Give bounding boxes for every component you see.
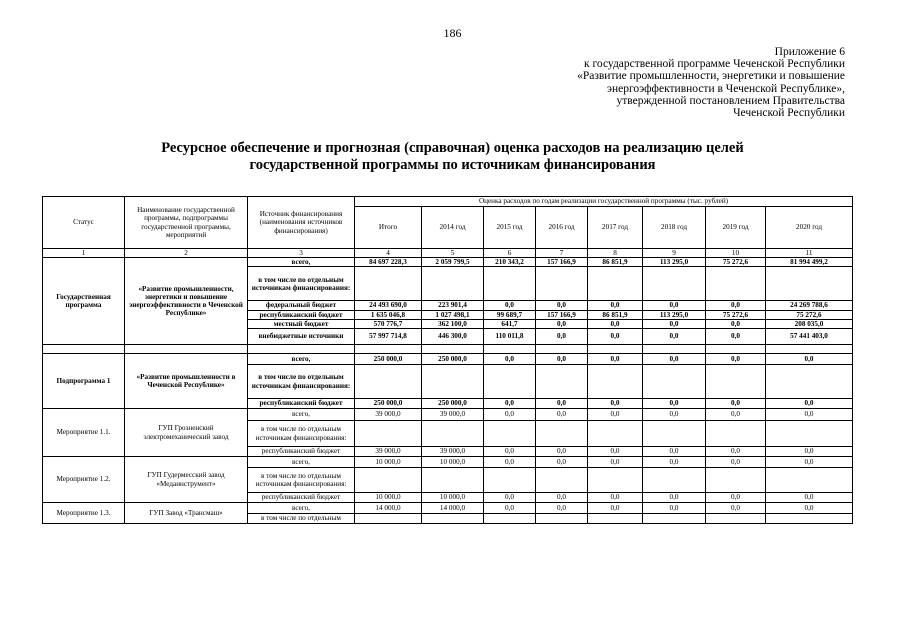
funding-source-cell: всего, [248, 503, 355, 514]
value-cell [706, 514, 766, 524]
value-cell: 157 166,9 [536, 258, 588, 267]
empty-cell [536, 345, 588, 354]
header-status: Статус [43, 197, 125, 249]
value-cell [706, 421, 766, 447]
value-cell: 0,0 [766, 503, 853, 514]
header-year: 2020 год [766, 207, 853, 249]
value-cell [766, 421, 853, 447]
empty-cell [43, 345, 125, 354]
value-cell: 0,0 [536, 447, 588, 457]
appendix-line: энергоэффективности в Чеченской Республике», [607, 82, 845, 95]
value-cell: 110 011,8 [484, 329, 536, 345]
appendix-line: Чеченской Республики [733, 107, 845, 120]
value-cell: 0,0 [643, 329, 706, 345]
value-cell: 0,0 [588, 493, 643, 503]
value-cell [643, 267, 706, 301]
value-cell: 641,7 [484, 319, 536, 328]
value-cell: 0,0 [706, 354, 766, 365]
value-cell: 0,0 [484, 493, 536, 503]
value-cell [536, 514, 588, 524]
value-cell [766, 267, 853, 301]
value-cell: 57 997 714,8 [355, 329, 422, 345]
funding-source-cell: республиканский бюджет [248, 447, 355, 457]
empty-cell [484, 345, 536, 354]
value-cell [643, 468, 706, 493]
value-cell: 24 269 788,6 [766, 301, 853, 310]
value-cell: 0,0 [643, 503, 706, 514]
value-cell: 157 166,9 [536, 310, 588, 319]
value-cell: 0,0 [766, 457, 853, 468]
funding-source-cell: в том числе по отдельным источникам финансирования: [248, 267, 355, 301]
value-cell: 86 851,9 [588, 258, 643, 267]
value-cell: 0,0 [536, 399, 588, 409]
value-cell: 75 272,6 [706, 258, 766, 267]
empty-cell [588, 345, 643, 354]
value-cell [706, 267, 766, 301]
table-row [43, 503, 853, 514]
value-cell [484, 365, 536, 399]
status-cell: Мероприятие 1.2. [43, 457, 125, 503]
value-cell: 0,0 [484, 503, 536, 514]
funding-source-cell: в том числе по отдельным источникам финансирования: [248, 365, 355, 399]
value-cell [643, 365, 706, 399]
value-cell [643, 421, 706, 447]
header-year: 2017 год [588, 207, 643, 249]
spacer-row [43, 345, 853, 354]
budget-table [42, 196, 853, 524]
program-name-cell: ГУП Грозненский электромеханический завод [125, 409, 248, 457]
value-cell: 0,0 [536, 493, 588, 503]
program-name-cell: ГУП Завод «Трансмаш» [125, 503, 248, 524]
value-cell: 223 901,4 [422, 301, 484, 310]
header-name: Наименование государственной программы, подпрограммы государственной программы, мероприятий [125, 197, 248, 249]
value-cell: 0,0 [706, 301, 766, 310]
funding-source-cell: федеральный бюджет [248, 301, 355, 310]
value-cell [536, 365, 588, 399]
value-cell [422, 468, 484, 493]
value-cell: 39 000,0 [355, 447, 422, 457]
appendix-line: Приложение 6 [774, 46, 845, 58]
value-cell: 250 000,0 [355, 354, 422, 365]
appendix-line: утвержденной постановлением Правительства [616, 94, 845, 107]
value-cell: 0,0 [706, 399, 766, 409]
value-cell [355, 514, 422, 524]
value-cell [588, 365, 643, 399]
column-number: 6 [484, 249, 536, 258]
value-cell: 0,0 [766, 354, 853, 365]
value-cell: 0,0 [766, 493, 853, 503]
value-cell: 0,0 [706, 329, 766, 345]
value-cell: 0,0 [484, 457, 536, 468]
value-cell [355, 267, 422, 301]
value-cell: 0,0 [643, 447, 706, 457]
value-cell: 0,0 [643, 399, 706, 409]
table-row [43, 457, 853, 468]
value-cell: 0,0 [588, 503, 643, 514]
value-cell: 0,0 [484, 354, 536, 365]
header-year: 2018 год [643, 207, 706, 249]
value-cell [422, 421, 484, 447]
value-cell: 86 851,9 [588, 310, 643, 319]
value-cell: 0,0 [588, 329, 643, 345]
header-year: 2015 год [484, 207, 536, 249]
value-cell: 0,0 [766, 447, 853, 457]
title-line: государственной программы по источникам финансирования [249, 157, 656, 173]
value-cell: 84 697 228,3 [355, 258, 422, 267]
value-cell [766, 514, 853, 524]
value-cell: 250 000,0 [422, 354, 484, 365]
value-cell: 10 000,0 [422, 493, 484, 503]
column-number: 9 [643, 249, 706, 258]
value-cell: 10 000,0 [355, 457, 422, 468]
value-cell: 0,0 [536, 354, 588, 365]
value-cell: 0,0 [588, 354, 643, 365]
value-cell: 14 000,0 [422, 503, 484, 514]
funding-source-cell: всего, [248, 258, 355, 267]
header-year: Итого [355, 207, 422, 249]
value-cell: 0,0 [536, 409, 588, 421]
status-cell: Государственная программа [43, 258, 125, 345]
table-row [43, 354, 853, 365]
column-number: 5 [422, 249, 484, 258]
value-cell: 0,0 [536, 457, 588, 468]
value-cell: 250 000,0 [422, 399, 484, 409]
value-cell [355, 365, 422, 399]
program-name-cell: «Развитие промышленности в Чеченской Республике» [125, 354, 248, 409]
appendix-line: «Развитие промышленности, энергетики и повышение [577, 70, 845, 83]
column-number: 8 [588, 249, 643, 258]
value-cell: 210 343,2 [484, 258, 536, 267]
header-year: 2014 год [422, 207, 484, 249]
value-cell: 0,0 [588, 409, 643, 421]
value-cell [422, 267, 484, 301]
value-cell: 24 493 690,0 [355, 301, 422, 310]
value-cell: 0,0 [588, 447, 643, 457]
value-cell: 0,0 [706, 409, 766, 421]
value-cell: 0,0 [706, 457, 766, 468]
value-cell: 0,0 [766, 409, 853, 421]
funding-source-cell: всего, [248, 354, 355, 365]
funding-source-cell: в том числе по отдельным источникам финансирования: [248, 468, 355, 493]
column-number: 7 [536, 249, 588, 258]
program-name-cell: ГУП Гудермесский завод «Медаинструмент» [125, 457, 248, 503]
value-cell: 75 272,6 [706, 310, 766, 319]
value-cell: 446 300,0 [422, 329, 484, 345]
empty-cell [125, 345, 248, 354]
value-cell [706, 468, 766, 493]
value-cell: 0,0 [706, 319, 766, 328]
empty-cell [706, 345, 766, 354]
funding-source-cell: внебюджетные источники [248, 329, 355, 345]
value-cell: 0,0 [643, 354, 706, 365]
value-cell: 0,0 [588, 457, 643, 468]
appendix-note [505, 46, 845, 119]
column-number: 2 [125, 249, 248, 258]
value-cell: 0,0 [484, 399, 536, 409]
funding-source-cell: республиканский бюджет [248, 399, 355, 409]
value-cell: 39 000,0 [422, 409, 484, 421]
value-cell: 39 000,0 [422, 447, 484, 457]
value-cell: 113 295,0 [643, 310, 706, 319]
value-cell [422, 514, 484, 524]
value-cell [588, 267, 643, 301]
value-cell: 99 689,7 [484, 310, 536, 319]
value-cell [355, 421, 422, 447]
funding-source-cell: в том числе по отдельным источникам финансирования: [248, 421, 355, 447]
value-cell [536, 421, 588, 447]
status-cell: Мероприятие 1.1. [43, 409, 125, 457]
value-cell [536, 267, 588, 301]
status-cell: Подпрограмма 1 [43, 354, 125, 409]
value-cell: 0,0 [706, 447, 766, 457]
value-cell [484, 514, 536, 524]
value-cell: 1 635 046,8 [355, 310, 422, 319]
value-cell [422, 365, 484, 399]
value-cell: 0,0 [588, 399, 643, 409]
value-cell: 10 000,0 [355, 493, 422, 503]
value-cell: 14 000,0 [355, 503, 422, 514]
value-cell: 0,0 [766, 399, 853, 409]
page-number: 186 [443, 26, 462, 40]
value-cell: 0,0 [643, 457, 706, 468]
funding-source-cell: республиканский бюджет [248, 493, 355, 503]
funding-source-cell: всего, [248, 457, 355, 468]
value-cell: 0,0 [643, 301, 706, 310]
value-cell: 0,0 [643, 319, 706, 328]
document-title [60, 140, 845, 174]
empty-cell [248, 345, 355, 354]
value-cell: 1 027 498,1 [422, 310, 484, 319]
budget-table-body [43, 258, 853, 524]
value-cell: 0,0 [484, 301, 536, 310]
funding-source-cell: республиканский бюджет [248, 310, 355, 319]
header-year: 2016 год [536, 207, 588, 249]
header-estimate: Оценка расходов по годам реализации государственной программы (тыс. рублей) [355, 197, 853, 207]
value-cell: 0,0 [588, 319, 643, 328]
value-cell: 75 272,6 [766, 310, 853, 319]
value-cell: 81 994 499,2 [766, 258, 853, 267]
value-cell: 362 100,0 [422, 319, 484, 328]
column-number: 10 [706, 249, 766, 258]
funding-source-cell: местный бюджет [248, 319, 355, 328]
table-row [43, 258, 853, 267]
value-cell [536, 468, 588, 493]
column-number: 11 [766, 249, 853, 258]
value-cell [588, 421, 643, 447]
value-cell: 0,0 [536, 329, 588, 345]
value-cell [588, 468, 643, 493]
column-number: 3 [248, 249, 355, 258]
value-cell [766, 365, 853, 399]
value-cell [484, 267, 536, 301]
value-cell: 57 441 403,0 [766, 329, 853, 345]
value-cell [706, 365, 766, 399]
value-cell: 0,0 [484, 409, 536, 421]
value-cell: 0,0 [706, 503, 766, 514]
value-cell: 208 035,0 [766, 319, 853, 328]
header-source: Источник финансирования (наименования источников финансирования) [248, 197, 355, 249]
value-cell [355, 468, 422, 493]
header-year: 2019 год [706, 207, 766, 249]
value-cell: 0,0 [643, 493, 706, 503]
status-cell: Мероприятие 1.3. [43, 503, 125, 524]
program-name-cell: «Развитие промышленности, энергетики и повышение энергоэффективности в Чеченской Республике» [125, 258, 248, 345]
title-line: Ресурсное обеспечение и прогнозная (справочная) оценка расходов на реализацию целей [161, 140, 744, 156]
column-number: 4 [355, 249, 422, 258]
value-cell: 0,0 [588, 301, 643, 310]
value-cell: 0,0 [536, 319, 588, 328]
empty-cell [355, 345, 422, 354]
table-row [43, 409, 853, 421]
value-cell: 113 295,0 [643, 258, 706, 267]
value-cell [484, 421, 536, 447]
empty-cell [422, 345, 484, 354]
value-cell: 0,0 [536, 503, 588, 514]
appendix-line: к государственной программе Чеченской Республики [584, 58, 845, 71]
funding-source-cell: в том числе по отдельным [248, 514, 355, 524]
value-cell: 250 000,0 [355, 399, 422, 409]
value-cell [643, 514, 706, 524]
value-cell: 39 000,0 [355, 409, 422, 421]
funding-source-cell: всего, [248, 409, 355, 421]
value-cell [588, 514, 643, 524]
empty-cell [766, 345, 853, 354]
value-cell [766, 468, 853, 493]
value-cell: 10 000,0 [422, 457, 484, 468]
value-cell: 570 776,7 [355, 319, 422, 328]
value-cell: 0,0 [706, 493, 766, 503]
value-cell: 0,0 [643, 409, 706, 421]
value-cell: 0,0 [484, 447, 536, 457]
value-cell [484, 468, 536, 493]
value-cell: 2 059 799,5 [422, 258, 484, 267]
empty-cell [643, 345, 706, 354]
column-number: 1 [43, 249, 125, 258]
value-cell: 0,0 [536, 301, 588, 310]
